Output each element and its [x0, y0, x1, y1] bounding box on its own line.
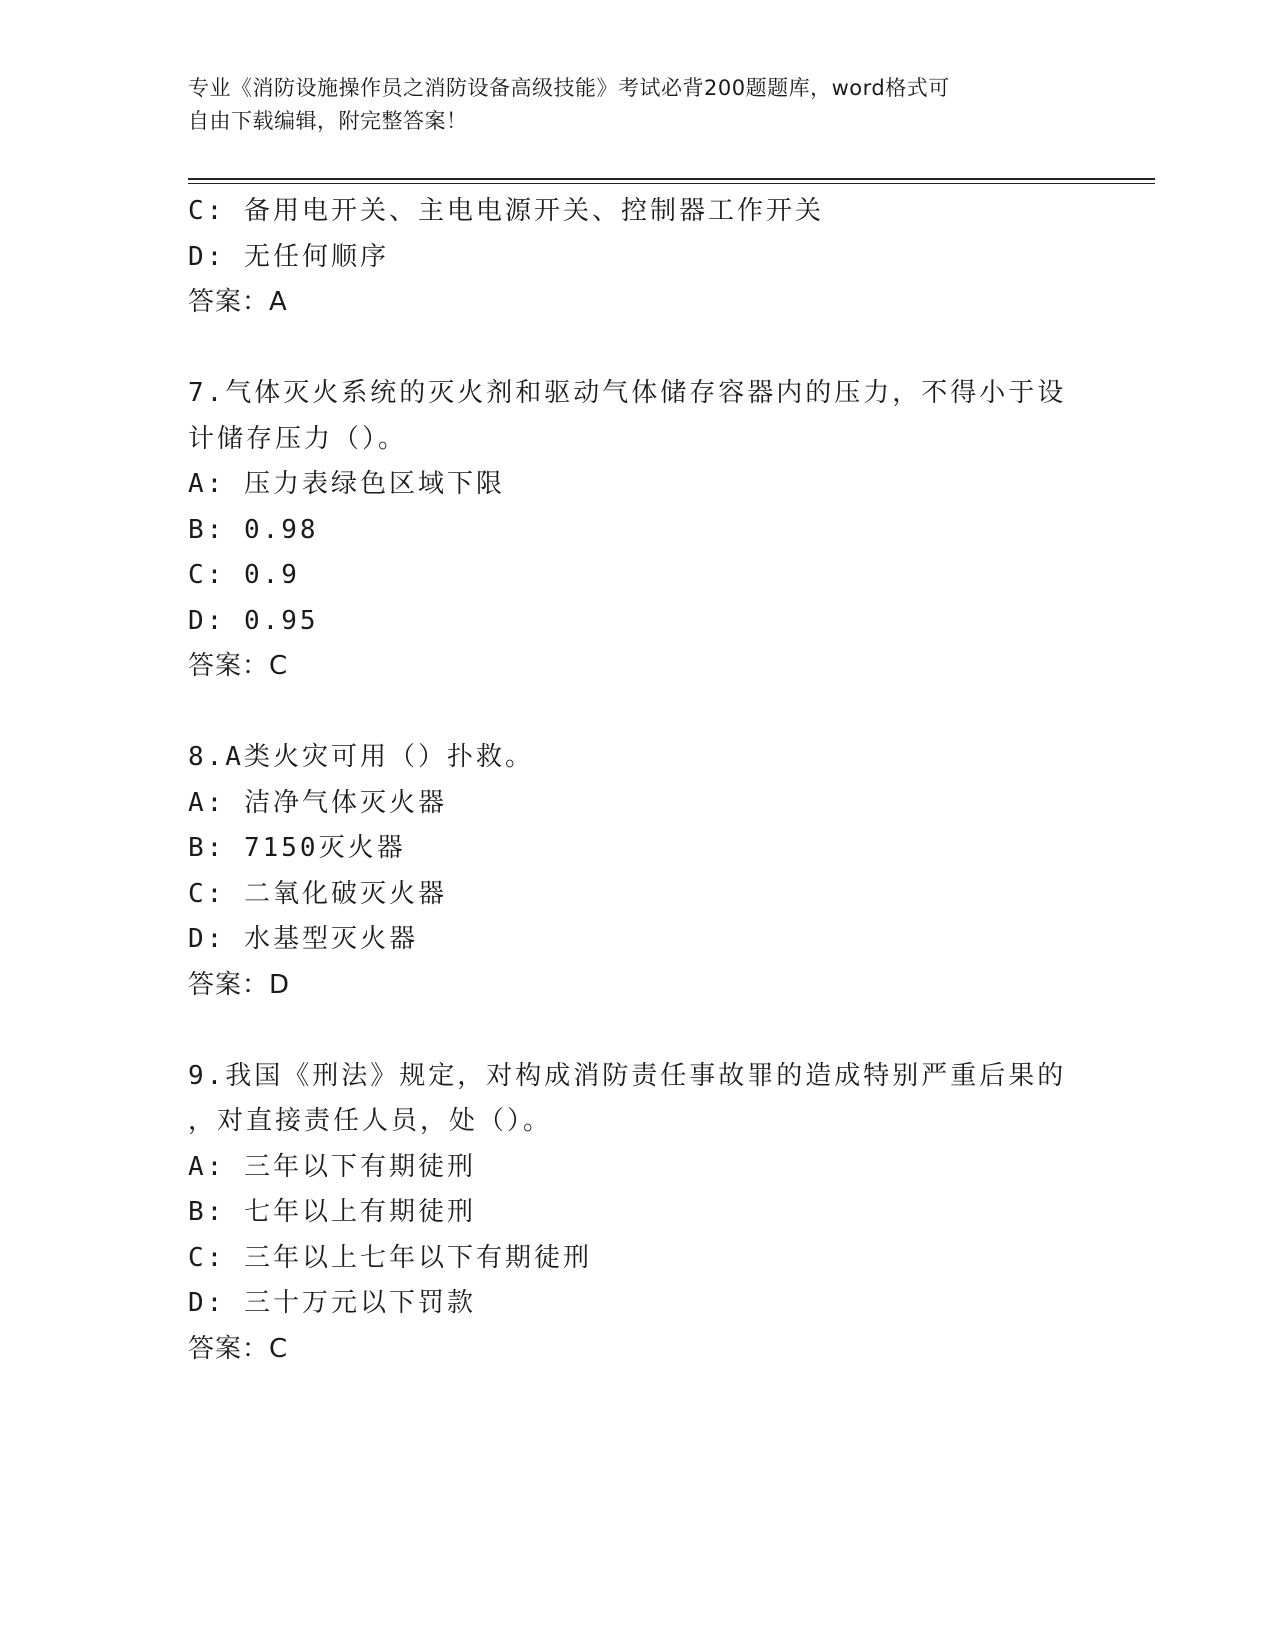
- spacer: [188, 326, 1088, 372]
- header-line-1: 专业《消防设施操作员之消防设备高级技能》考试必背200题题库，word格式可: [188, 76, 950, 100]
- option-c: C: 备用电开关、主电电源开关、控制器工作开关: [188, 196, 824, 226]
- question-7: [188, 371, 1088, 690]
- answer-line: 答案：D: [188, 969, 291, 1000]
- question-stem: 9.我国《刑法》规定，对构成消防责任事故罪的造成特别严重后果的: [188, 1060, 1067, 1091]
- option-d: D: 0.95: [188, 605, 319, 636]
- option-c: C: 三年以上七年以下有期徒刑: [188, 1242, 592, 1273]
- answer-line: 答案：A: [188, 287, 288, 317]
- question-9: [188, 1054, 1088, 1373]
- header-line-2: 自由下载编辑，附完整答案！: [188, 109, 468, 133]
- header-divider-thick: [188, 178, 1155, 180]
- spacer: [188, 690, 1088, 736]
- option-b: B: 7150灭火器: [188, 833, 406, 863]
- document-header: [188, 72, 1068, 138]
- option-a: A: 压力表绿色区域下限: [188, 469, 505, 499]
- option-a: A: 三年以下有期徒刑: [188, 1151, 476, 1182]
- question-stem: 7.气体灭火系统的灭火剂和驱动气体储存容器内的压力，不得小于设: [188, 378, 1067, 408]
- question-stem-continued: 计储存压力（）。: [188, 423, 408, 454]
- option-b: B: 七年以上有期徒刑: [188, 1197, 476, 1227]
- question-content: [188, 189, 1088, 1372]
- spacer: [188, 1008, 1088, 1054]
- question-stem-continued: ，对直接责任人员，处（）。: [188, 1106, 553, 1136]
- option-c: C: 二氧化破灭火器: [188, 878, 447, 909]
- option-d: D: 水基型灭火器: [188, 924, 418, 954]
- option-a: A: 洁净气体灭火器: [188, 787, 447, 818]
- option-c: C: 0.9: [188, 560, 300, 590]
- option-b: B: 0.98: [188, 514, 319, 545]
- option-d: D: 无任何顺序: [188, 241, 389, 272]
- header-divider-thin: [188, 183, 1155, 184]
- previous-question-tail: [188, 189, 1088, 326]
- answer-line: 答案：C: [188, 1333, 289, 1364]
- answer-line: 答案：C: [188, 651, 289, 681]
- question-stem: 8.A类火灾可用（）扑救。: [188, 742, 534, 772]
- question-8: [188, 735, 1088, 1008]
- option-d: D: 三十万元以下罚款: [188, 1288, 476, 1318]
